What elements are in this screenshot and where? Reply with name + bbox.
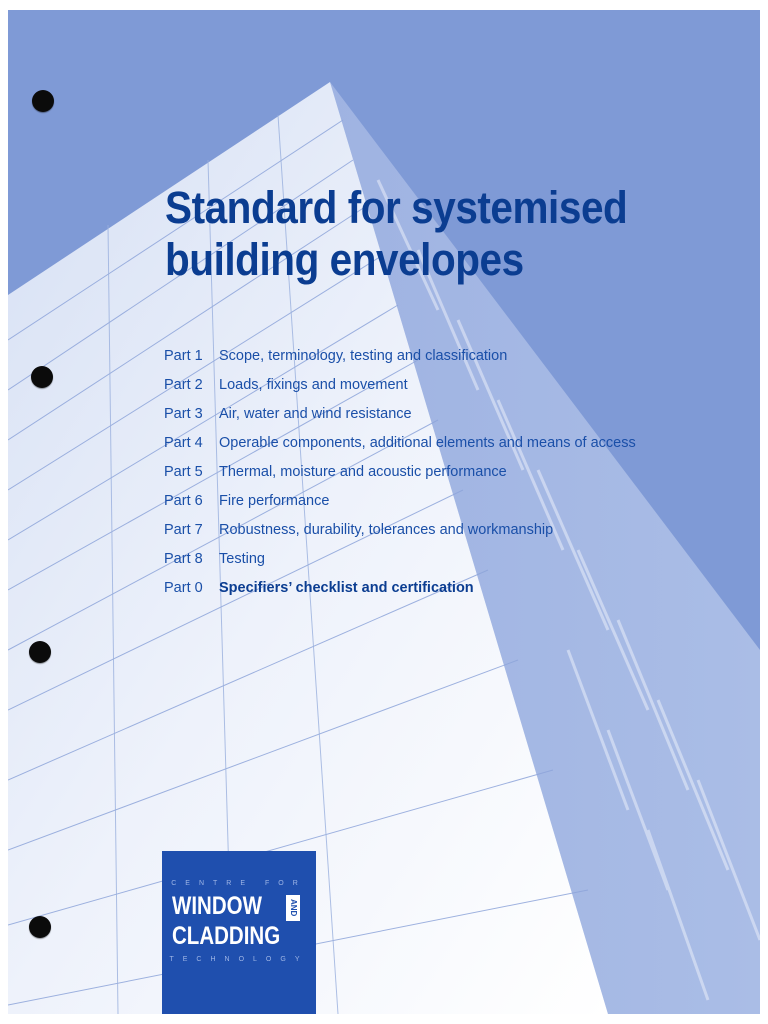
logo-window: WINDOW [172,892,262,920]
part-title: Robustness, durability, tolerances and workmanship [219,522,554,538]
cwct-logo [162,851,316,1014]
parts-list [164,342,636,603]
part-item [164,487,636,516]
part-item [164,400,636,429]
cover-page [8,10,760,1014]
logo-centre-for: CENTRE FOR [171,880,307,887]
punch-hole [29,916,51,938]
part-number: Part 6 [164,493,203,509]
part-title: Thermal, moisture and acoustic performance [219,464,507,480]
part-item [164,545,636,574]
part-title: Fire performance [219,493,330,509]
part-item [164,342,636,371]
part-number: Part 8 [164,551,203,567]
punch-hole [31,366,53,388]
logo-and: AND [286,895,300,921]
part-number: Part 4 [164,435,203,451]
part-item [164,516,636,545]
part-title: Air, water and wind resistance [219,406,412,422]
part-number: Part 0 [164,580,203,596]
punch-hole [29,641,51,663]
title-line-2: building envelopes [165,234,524,285]
part-title: Testing [219,551,265,567]
part-number: Part 3 [164,406,203,422]
part-title: Specifiers’ checklist and certification [219,580,474,596]
part-item [164,574,636,603]
title-line-1: Standard for systemised [165,182,628,233]
part-number: Part 1 [164,348,203,364]
page-title [165,182,627,286]
punch-hole [32,90,54,112]
part-number: Part 2 [164,377,203,393]
part-title: Loads, fixings and movement [219,377,408,393]
part-title: Scope, terminology, testing and classification [219,348,508,364]
part-number: Part 7 [164,522,203,538]
logo-technology: TECHNOLOGY [169,956,309,963]
part-item [164,371,636,400]
logo-cladding: CLADDING [172,922,281,950]
part-number: Part 5 [164,464,203,480]
part-item [164,429,636,458]
part-item [164,458,636,487]
part-title: Operable components, additional elements and means of access [219,435,636,451]
